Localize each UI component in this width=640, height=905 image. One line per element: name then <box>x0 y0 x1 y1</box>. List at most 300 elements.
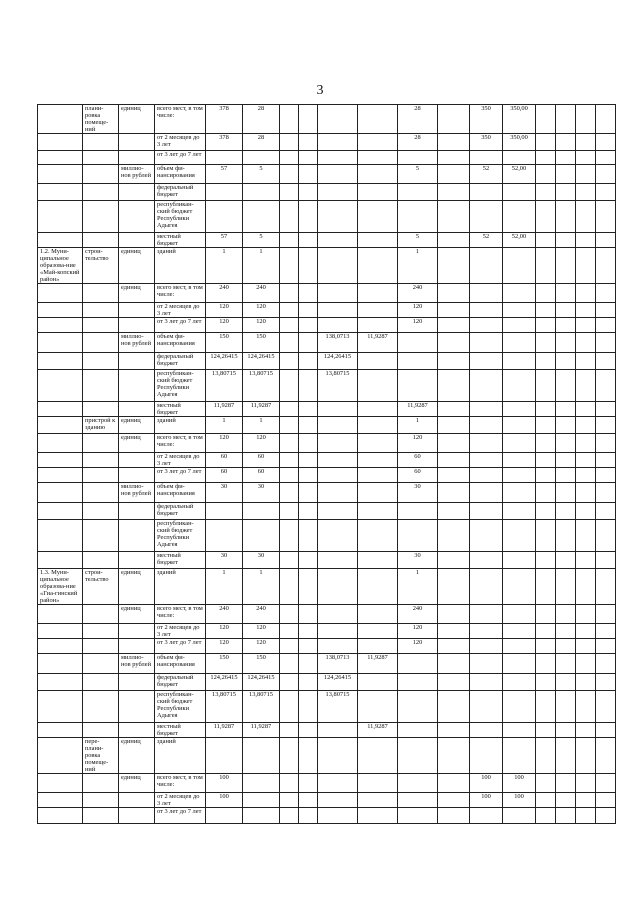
table-row <box>38 303 616 318</box>
table-cell: зданий <box>155 417 206 434</box>
table-cell: всего мест, в том числе: <box>155 605 206 624</box>
table-cell: единиц <box>119 605 155 624</box>
table-cell <box>470 417 503 434</box>
table-cell <box>503 738 536 774</box>
table-cell <box>280 434 299 453</box>
table-cell <box>576 233 596 248</box>
table-cell <box>299 165 318 184</box>
table-cell <box>438 808 470 824</box>
table-cell <box>556 434 576 453</box>
table-cell <box>38 333 83 353</box>
table-cell: 1 <box>206 569 243 605</box>
table-cell <box>280 503 299 520</box>
table-cell <box>470 624 503 639</box>
table-cell <box>503 370 536 402</box>
table-cell <box>243 738 280 774</box>
table-row <box>38 483 616 503</box>
table-cell <box>358 417 398 434</box>
table-row <box>38 105 616 134</box>
table-cell <box>596 284 616 303</box>
table-cell <box>358 165 398 184</box>
table-cell <box>438 552 470 569</box>
table-cell <box>398 353 438 370</box>
table-cell: 120 <box>243 639 280 654</box>
table-cell <box>299 417 318 434</box>
table-cell <box>358 605 398 624</box>
table-cell <box>438 233 470 248</box>
table-cell <box>119 184 155 201</box>
table-cell: 60 <box>398 468 438 483</box>
table-cell <box>318 468 358 483</box>
table-cell <box>556 105 576 134</box>
table-cell <box>503 151 536 165</box>
table-cell <box>576 134 596 151</box>
table-cell: от 2 месяцев до 3 лет <box>155 453 206 468</box>
table-cell <box>536 318 556 333</box>
table-cell <box>438 453 470 468</box>
table-cell <box>576 552 596 569</box>
table-cell <box>596 774 616 793</box>
table-cell: 120 <box>398 303 438 318</box>
table-cell: 11,9287 <box>358 333 398 353</box>
table-cell <box>536 353 556 370</box>
table-cell <box>596 417 616 434</box>
table-cell <box>119 793 155 808</box>
table-cell <box>470 654 503 674</box>
table-cell <box>470 201 503 233</box>
table-cell: 150 <box>206 654 243 674</box>
table-cell <box>438 318 470 333</box>
table-cell <box>536 569 556 605</box>
table-cell: 100 <box>206 774 243 793</box>
table-cell: зданий <box>155 248 206 284</box>
table-row <box>38 774 616 793</box>
table-cell <box>596 248 616 284</box>
table-cell <box>536 165 556 184</box>
table-cell <box>536 105 556 134</box>
table-cell <box>299 105 318 134</box>
table-cell <box>536 674 556 691</box>
table-cell <box>556 503 576 520</box>
table-cell: местный бюджет <box>155 233 206 248</box>
table-cell: 52 <box>470 165 503 184</box>
table-cell <box>243 201 280 233</box>
table-cell <box>83 605 119 624</box>
table-cell <box>38 402 83 417</box>
table-cell <box>438 674 470 691</box>
table-cell <box>398 333 438 353</box>
table-cell: 124,26415 <box>243 674 280 691</box>
table-cell: единиц <box>119 774 155 793</box>
table-cell <box>119 318 155 333</box>
table-cell <box>280 639 299 654</box>
table-cell <box>438 434 470 453</box>
table-cell <box>299 520 318 552</box>
table-cell <box>243 184 280 201</box>
table-cell <box>470 691 503 723</box>
table-cell <box>299 370 318 402</box>
table-cell <box>556 402 576 417</box>
table-cell <box>358 774 398 793</box>
table-cell <box>576 318 596 333</box>
table-cell: от 3 лет до 7 лет <box>155 151 206 165</box>
table-cell <box>318 639 358 654</box>
table-cell <box>596 483 616 503</box>
table-cell <box>503 639 536 654</box>
table-cell <box>438 417 470 434</box>
table-cell <box>318 723 358 738</box>
table-cell <box>398 674 438 691</box>
table-cell <box>318 483 358 503</box>
table-cell: республикан-ский бюджет Республики Адыгея <box>155 691 206 723</box>
table-cell <box>358 639 398 654</box>
table-cell <box>299 248 318 284</box>
table-cell <box>503 483 536 503</box>
table-cell <box>470 674 503 691</box>
table-cell: 13,80715 <box>206 370 243 402</box>
table-cell <box>358 201 398 233</box>
table-cell <box>438 624 470 639</box>
table-cell <box>398 793 438 808</box>
table-cell <box>536 284 556 303</box>
table-cell: 350 <box>470 134 503 151</box>
table-cell: пере-плани-ровка помеще-ний <box>83 738 119 774</box>
table-row <box>38 639 616 654</box>
table-cell <box>38 738 83 774</box>
table-cell <box>243 774 280 793</box>
table-cell <box>83 318 119 333</box>
table-cell <box>280 318 299 333</box>
table-cell <box>206 151 243 165</box>
table-cell <box>358 402 398 417</box>
table-cell <box>299 201 318 233</box>
table-cell: миллио-нов рублей <box>119 483 155 503</box>
table-cell: зданий <box>155 738 206 774</box>
table-cell <box>576 434 596 453</box>
table-row <box>38 503 616 520</box>
table-cell <box>536 793 556 808</box>
table-cell <box>299 483 318 503</box>
table-cell <box>299 605 318 624</box>
table-cell <box>576 569 596 605</box>
table-cell: 124,26415 <box>318 353 358 370</box>
table-cell <box>576 402 596 417</box>
table-cell: республикан-ский бюджет Республики Адыгея <box>155 520 206 552</box>
table-cell <box>536 639 556 654</box>
table-cell: 60 <box>243 453 280 468</box>
table-cell <box>280 165 299 184</box>
table-cell <box>536 201 556 233</box>
table-cell <box>280 303 299 318</box>
table-cell <box>318 233 358 248</box>
table-row <box>38 134 616 151</box>
table-cell: 5 <box>243 233 280 248</box>
table-cell: 240 <box>398 605 438 624</box>
table-cell <box>576 503 596 520</box>
table-cell: от 2 месяцев до 3 лет <box>155 793 206 808</box>
table-cell <box>576 691 596 723</box>
table-cell <box>299 333 318 353</box>
table-cell: 1.2. Муни-ципальное образова-ние «Май-копский район» <box>38 248 83 284</box>
table-cell: местный бюджет <box>155 552 206 569</box>
table-cell <box>438 105 470 134</box>
table-cell <box>503 453 536 468</box>
table-cell <box>470 503 503 520</box>
table-cell <box>576 165 596 184</box>
table-cell <box>556 453 576 468</box>
table-cell <box>38 151 83 165</box>
table-cell <box>556 318 576 333</box>
table-cell <box>280 248 299 284</box>
table-cell <box>503 434 536 453</box>
table-cell <box>358 808 398 824</box>
table-cell <box>358 248 398 284</box>
table-cell <box>318 284 358 303</box>
table-cell: 60 <box>243 468 280 483</box>
table-cell: 28 <box>243 134 280 151</box>
table-cell <box>318 318 358 333</box>
table-cell: федеральный бюджет <box>155 353 206 370</box>
table-cell <box>536 723 556 738</box>
table-cell <box>470 151 503 165</box>
table-cell <box>596 453 616 468</box>
table-cell <box>596 808 616 824</box>
table-cell <box>299 654 318 674</box>
table-cell: единиц <box>119 738 155 774</box>
table-cell: 60 <box>398 453 438 468</box>
table-cell <box>358 674 398 691</box>
table-cell <box>206 808 243 824</box>
table-cell <box>280 624 299 639</box>
table-cell: 60 <box>206 468 243 483</box>
table-cell <box>556 353 576 370</box>
table-cell <box>318 303 358 318</box>
table-cell: единиц <box>119 569 155 605</box>
table-cell <box>536 808 556 824</box>
table-cell: 120 <box>243 434 280 453</box>
table-cell <box>358 303 398 318</box>
table-row <box>38 691 616 723</box>
table-cell <box>358 151 398 165</box>
table-cell <box>119 674 155 691</box>
table-cell <box>556 639 576 654</box>
table-cell <box>38 674 83 691</box>
table-cell: 350,00 <box>503 105 536 134</box>
table-cell <box>438 333 470 353</box>
table-cell <box>318 184 358 201</box>
table-cell <box>438 353 470 370</box>
table-cell <box>596 353 616 370</box>
table-cell <box>470 483 503 503</box>
table-cell: 13,80715 <box>243 691 280 723</box>
table-cell <box>398 201 438 233</box>
table-cell <box>119 201 155 233</box>
table-cell <box>83 370 119 402</box>
table-cell <box>470 370 503 402</box>
table-cell <box>206 520 243 552</box>
table-cell <box>536 552 556 569</box>
table-cell <box>38 303 83 318</box>
table-cell <box>536 520 556 552</box>
table-cell: 120 <box>243 303 280 318</box>
table-cell <box>280 674 299 691</box>
table-cell <box>280 105 299 134</box>
table-cell <box>280 468 299 483</box>
table-cell <box>318 520 358 552</box>
table-cell <box>596 605 616 624</box>
table-cell <box>503 605 536 624</box>
table-cell <box>576 453 596 468</box>
table-cell: всего мест, в том числе: <box>155 105 206 134</box>
table-cell: 28 <box>398 105 438 134</box>
table-cell <box>280 233 299 248</box>
table-cell <box>470 569 503 605</box>
table-cell <box>83 434 119 453</box>
table-cell <box>503 468 536 483</box>
table-cell <box>576 353 596 370</box>
table-cell <box>596 468 616 483</box>
table-cell <box>119 639 155 654</box>
table-cell <box>83 774 119 793</box>
table-cell: 11,9287 <box>206 723 243 738</box>
table-cell <box>299 468 318 483</box>
table-cell: единиц <box>119 248 155 284</box>
table-cell <box>596 503 616 520</box>
table-row <box>38 624 616 639</box>
table-cell <box>38 654 83 674</box>
table-cell <box>398 151 438 165</box>
table-cell <box>358 434 398 453</box>
table-cell <box>119 303 155 318</box>
table-row <box>38 605 616 624</box>
table-cell: 240 <box>206 284 243 303</box>
table-row <box>38 738 616 774</box>
table-row <box>38 654 616 674</box>
table-cell: 11,9287 <box>243 723 280 738</box>
table-row <box>38 552 616 569</box>
table-cell <box>503 808 536 824</box>
table-cell <box>83 453 119 468</box>
table-cell: 120 <box>398 318 438 333</box>
table-cell <box>536 503 556 520</box>
table-row <box>38 402 616 417</box>
table-cell <box>438 723 470 738</box>
table-cell <box>398 723 438 738</box>
table-cell <box>503 402 536 417</box>
table-cell <box>358 569 398 605</box>
table-cell <box>556 468 576 483</box>
table-cell <box>596 434 616 453</box>
table-cell: 60 <box>206 453 243 468</box>
table-cell <box>536 483 556 503</box>
table-cell <box>243 808 280 824</box>
table-cell <box>503 624 536 639</box>
table-cell <box>358 184 398 201</box>
table-cell <box>83 520 119 552</box>
table-cell <box>438 569 470 605</box>
table-cell: местный бюджет <box>155 402 206 417</box>
table-cell: 1 <box>206 248 243 284</box>
table-cell <box>398 503 438 520</box>
table-cell <box>503 520 536 552</box>
table-cell <box>38 201 83 233</box>
table-cell <box>596 333 616 353</box>
table-cell <box>438 184 470 201</box>
table-cell: 1 <box>398 248 438 284</box>
table-cell <box>119 370 155 402</box>
table-cell <box>280 184 299 201</box>
table-cell <box>280 417 299 434</box>
table-cell <box>280 605 299 624</box>
table-cell <box>318 793 358 808</box>
table-cell <box>243 793 280 808</box>
table-cell: от 2 месяцев до 3 лет <box>155 624 206 639</box>
table-cell <box>299 353 318 370</box>
table-cell <box>318 569 358 605</box>
table-cell <box>318 624 358 639</box>
table-cell <box>536 738 556 774</box>
table-cell <box>596 134 616 151</box>
table-cell: плани-ровка помеще-ний <box>83 105 119 134</box>
table-cell <box>470 184 503 201</box>
table-cell <box>503 691 536 723</box>
table-cell: федеральный бюджет <box>155 674 206 691</box>
table-row <box>38 151 616 165</box>
table-cell: миллио-нов рублей <box>119 333 155 353</box>
table-cell <box>83 654 119 674</box>
table-cell <box>470 402 503 417</box>
table-cell <box>576 468 596 483</box>
table-cell <box>83 624 119 639</box>
table-cell <box>119 468 155 483</box>
table-cell <box>358 552 398 569</box>
table-cell <box>438 691 470 723</box>
table-row <box>38 793 616 808</box>
table-cell <box>576 793 596 808</box>
table-cell <box>576 105 596 134</box>
table-cell <box>119 233 155 248</box>
table-cell <box>536 624 556 639</box>
table-cell <box>536 184 556 201</box>
table-cell <box>38 520 83 552</box>
table-cell <box>556 151 576 165</box>
table-cell <box>38 233 83 248</box>
table-cell <box>318 738 358 774</box>
table-cell <box>556 333 576 353</box>
table-cell: 1 <box>398 569 438 605</box>
table-cell <box>596 569 616 605</box>
table-cell: местный бюджет <box>155 723 206 738</box>
table-row <box>38 417 616 434</box>
table-cell <box>83 674 119 691</box>
table-cell <box>438 793 470 808</box>
table-cell <box>83 402 119 417</box>
table-cell <box>38 134 83 151</box>
table-cell: 378 <box>206 134 243 151</box>
table-cell: 378 <box>206 105 243 134</box>
table-cell <box>280 453 299 468</box>
table-cell: 1 <box>243 569 280 605</box>
table-cell: 350 <box>470 105 503 134</box>
table-cell <box>299 503 318 520</box>
table-cell <box>38 639 83 654</box>
table-cell: 100 <box>206 793 243 808</box>
table-cell <box>556 654 576 674</box>
table-cell <box>596 165 616 184</box>
table-cell <box>556 793 576 808</box>
table-cell <box>438 402 470 417</box>
table-cell <box>596 552 616 569</box>
